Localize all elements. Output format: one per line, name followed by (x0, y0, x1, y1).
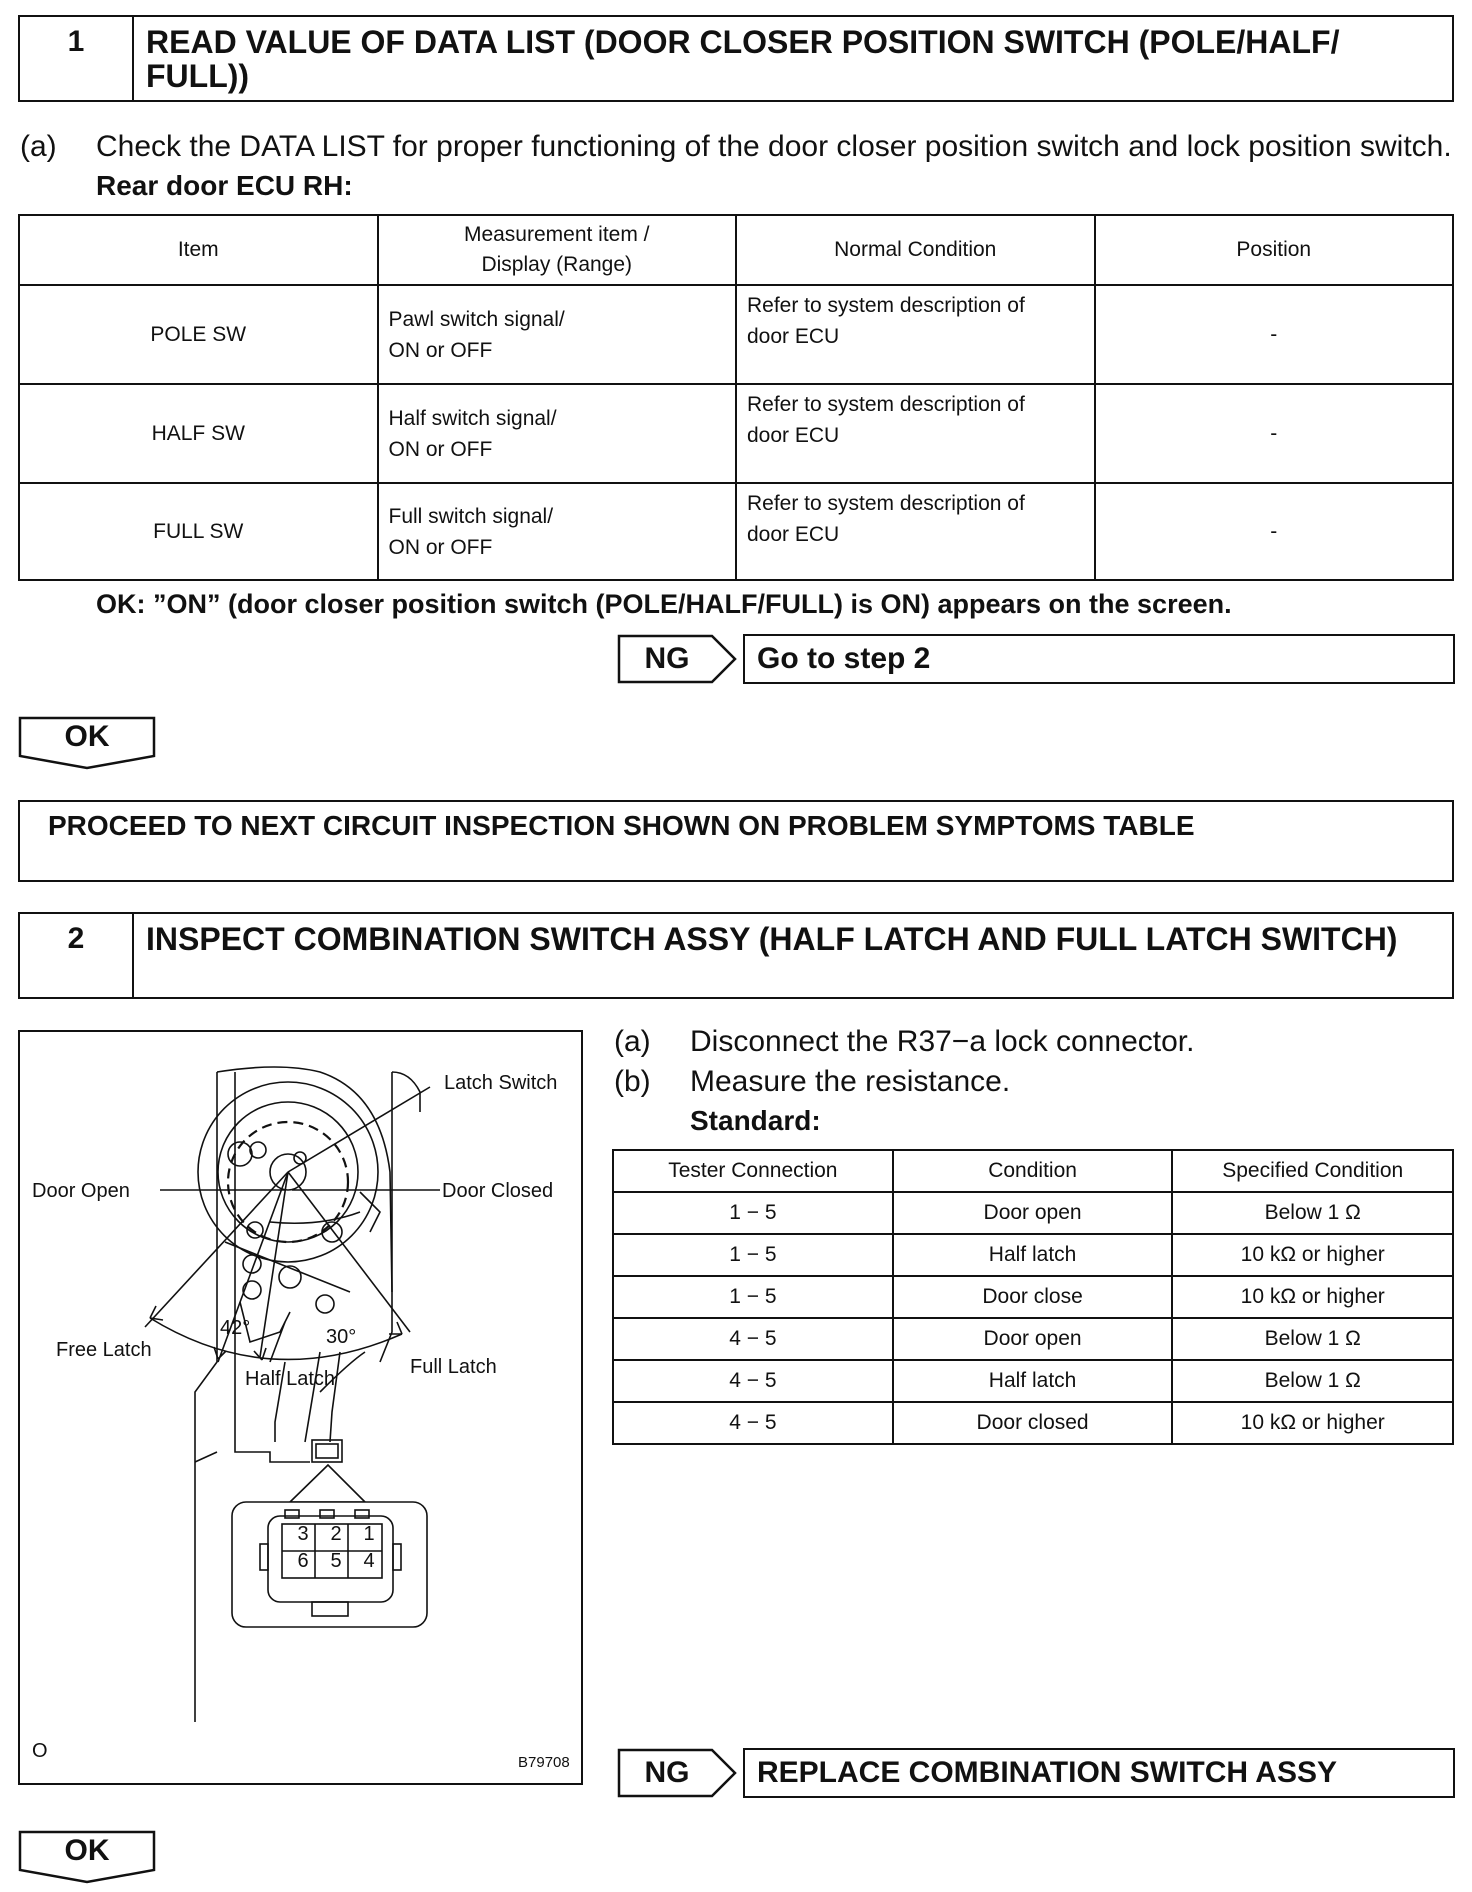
step-title: INSPECT COMBINATION SWITCH ASSY (HALF LATCH AND FULL LATCH SWITCH) (146, 921, 1398, 957)
label-half-latch: Half Latch (245, 1368, 336, 1390)
cell-tester-connection: 1 − 5 (613, 1234, 893, 1276)
cell-condition: Half latch (893, 1234, 1173, 1276)
table-row (613, 1234, 1453, 1276)
figure-code: B79708 (518, 1754, 570, 1771)
normal-line: Refer to system description of (747, 492, 1025, 515)
cell-condition: Door close (893, 1276, 1173, 1318)
label-full-latch: Full Latch (410, 1356, 497, 1378)
table-row (613, 1192, 1453, 1234)
instruction-text: Check the DATA LIST for proper functioning of the door closer position switch and lock position switch. (96, 130, 1452, 163)
latch-diagram-svg (20, 1032, 580, 1782)
table-header-row (19, 215, 1453, 285)
ng-label: NG (644, 642, 690, 675)
cell-condition: Half latch (893, 1360, 1173, 1402)
cell-condition: Door open (893, 1318, 1173, 1360)
step-number: 2 (20, 914, 134, 997)
row-measure (378, 285, 737, 384)
row-item: FULL SW (19, 483, 378, 580)
cell-specified: 10 kΩ or higher (1172, 1402, 1453, 1444)
ok-branch-step1[interactable] (18, 716, 158, 770)
row-measure (378, 384, 737, 483)
ok-branch-step2[interactable] (18, 1830, 158, 1884)
connector-pin: 1 (363, 1523, 375, 1545)
cell-tester-connection: 4 − 5 (613, 1402, 893, 1444)
step-title: READ VALUE OF DATA LIST (DOOR CLOSER POSITION SWITCH (POLE/HALF/ FULL)) (146, 24, 1340, 94)
cell-specified: 10 kΩ or higher (1172, 1276, 1453, 1318)
header-position: Position (1095, 215, 1454, 285)
cell-tester-connection: 1 − 5 (613, 1192, 893, 1234)
row-position: - (1095, 483, 1454, 580)
normal-line: Refer to system description of (747, 393, 1025, 416)
normal-line: door ECU (747, 424, 840, 447)
table-row (613, 1402, 1453, 1444)
instruction-text: Disconnect the R37−a lock connector. (690, 1025, 1195, 1058)
connector-pin: 5 (330, 1550, 342, 1572)
table-row (613, 1318, 1453, 1360)
header-tester-connection: Tester Connection (613, 1150, 893, 1192)
header-condition: Condition (893, 1150, 1173, 1192)
cell-specified: Below 1 Ω (1172, 1192, 1453, 1234)
table-header-row (613, 1150, 1453, 1192)
table-row (613, 1360, 1453, 1402)
table-row (19, 285, 1453, 384)
label-door-open: Door Open (32, 1180, 130, 1202)
subheading: Rear door ECU RH: (96, 170, 353, 201)
measure-line: Full switch signal/ (388, 504, 554, 528)
label-angle-right: 30° (326, 1326, 357, 1348)
ok-label: OK (64, 1834, 110, 1867)
row-item: HALF SW (19, 384, 378, 483)
connector-pin: 4 (363, 1550, 375, 1572)
label-angle-left: 42° (220, 1317, 251, 1339)
proceed-box: PROCEED TO NEXT CIRCUIT INSPECTION SHOWN ON PROBLEM SYMPTOMS TABLE (18, 800, 1454, 882)
ng-target-go-to-step-2[interactable]: Go to step 2 (743, 634, 1455, 684)
cell-specified: Below 1 Ω (1172, 1318, 1453, 1360)
corner-mark: O (32, 1740, 48, 1762)
normal-line: door ECU (747, 325, 840, 348)
connector-pin: 3 (297, 1523, 309, 1545)
connector-pin: 2 (330, 1523, 342, 1545)
ng-branch-step1[interactable] (617, 634, 1455, 684)
cell-condition: Door closed (893, 1402, 1173, 1444)
measure-line: Pawl switch signal/ (388, 307, 565, 331)
normal-line: Refer to system description of (747, 294, 1025, 317)
data-list-table (18, 214, 1454, 581)
row-position: - (1095, 384, 1454, 483)
cell-tester-connection: 4 − 5 (613, 1360, 893, 1402)
instruction-marker: (a) (20, 130, 57, 163)
step-2-header (18, 912, 1454, 999)
table-row (613, 1276, 1453, 1318)
cell-tester-connection: 1 − 5 (613, 1276, 893, 1318)
step-number: 1 (20, 17, 134, 100)
row-position: - (1095, 285, 1454, 384)
latch-switch-figure (18, 1030, 583, 1785)
ng-branch-step2[interactable] (617, 1748, 1455, 1798)
measure-line: ON or OFF (388, 437, 493, 461)
ok-label: OK (64, 720, 110, 753)
instruction-marker: (a) (614, 1025, 651, 1058)
row-normal (736, 384, 1095, 483)
table-row (19, 483, 1453, 580)
connector-pin: 6 (297, 1550, 309, 1572)
step-1-header (18, 15, 1454, 102)
ng-target-replace-switch[interactable]: REPLACE COMBINATION SWITCH ASSY (743, 1748, 1455, 1798)
label-latch-switch: Latch Switch (444, 1072, 558, 1094)
label-door-closed: Door Closed (442, 1180, 554, 1202)
header-specified-condition: Specified Condition (1172, 1150, 1453, 1192)
cell-condition: Door open (893, 1192, 1173, 1234)
measure-line: ON or OFF (388, 535, 493, 559)
ng-label: NG (644, 1756, 690, 1789)
resistance-standard-table (612, 1149, 1454, 1445)
standard-label: Standard: (690, 1105, 821, 1136)
row-item: POLE SW (19, 285, 378, 384)
label-free-latch: Free Latch (56, 1339, 152, 1361)
measure-line: Half switch signal/ (388, 406, 557, 430)
header-item: Item (19, 215, 378, 285)
instruction-marker: (b) (614, 1065, 651, 1098)
measure-line: ON or OFF (388, 338, 493, 362)
instruction-text: Measure the resistance. (690, 1065, 1011, 1098)
cell-specified: Below 1 Ω (1172, 1360, 1453, 1402)
ok-condition-note: OK: ”ON” (door closer position switch (POLE/HALF/FULL) is ON) appears on the screen. (96, 589, 1232, 619)
cell-tester-connection: 4 − 5 (613, 1318, 893, 1360)
row-normal (736, 285, 1095, 384)
row-measure (378, 483, 737, 580)
row-normal (736, 483, 1095, 580)
header-measurement: Measurement item / Display (Range) (378, 215, 737, 285)
table-row (19, 384, 1453, 483)
header-normal: Normal Condition (736, 215, 1095, 285)
cell-specified: 10 kΩ or higher (1172, 1234, 1453, 1276)
normal-line: door ECU (747, 523, 840, 546)
